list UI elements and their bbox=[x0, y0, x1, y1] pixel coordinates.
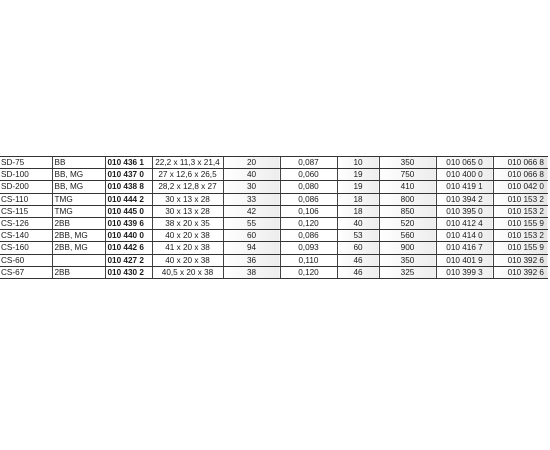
cell-v4: 750 bbox=[379, 169, 436, 181]
cell-ref1: 010 065 0 bbox=[436, 157, 493, 169]
table-row bbox=[0, 193, 548, 205]
cell-ref2: 010 153 2 bbox=[493, 205, 548, 217]
cell-v3: 53 bbox=[337, 230, 379, 242]
table-row bbox=[0, 181, 548, 193]
cell-ref1: 010 419 1 bbox=[436, 181, 493, 193]
cell-model: CS-160 bbox=[0, 242, 52, 254]
cell-v4: 350 bbox=[379, 157, 436, 169]
cell-code: 010 439 6 bbox=[105, 217, 152, 229]
cell-ref2: 010 066 8 bbox=[493, 157, 548, 169]
cell-ref2: 010 153 2 bbox=[493, 230, 548, 242]
cell-code: 010 444 2 bbox=[105, 193, 152, 205]
cell-code: 010 430 2 bbox=[105, 266, 152, 278]
spec-table bbox=[0, 156, 548, 279]
cell-type: BB, MG bbox=[52, 181, 105, 193]
cell-model: CS-60 bbox=[0, 254, 52, 266]
cell-v1: 36 bbox=[223, 254, 280, 266]
cell-ref1: 010 414 0 bbox=[436, 230, 493, 242]
cell-code: 010 442 6 bbox=[105, 242, 152, 254]
cell-v4: 325 bbox=[379, 266, 436, 278]
cell-v2: 0,086 bbox=[280, 230, 337, 242]
cell-ref2: 010 392 6 bbox=[493, 266, 548, 278]
cell-code: 010 438 8 bbox=[105, 181, 152, 193]
cell-v3: 60 bbox=[337, 242, 379, 254]
cell-v1: 94 bbox=[223, 242, 280, 254]
cell-type: TMG bbox=[52, 193, 105, 205]
cell-type: TMG bbox=[52, 205, 105, 217]
table-row bbox=[0, 157, 548, 169]
cell-ref2: 010 155 9 bbox=[493, 217, 548, 229]
cell-v2: 0,087 bbox=[280, 157, 337, 169]
cell-code: 010 440 0 bbox=[105, 230, 152, 242]
cell-type: 2BB bbox=[52, 266, 105, 278]
cell-dims: 30 x 13 x 28 bbox=[152, 193, 223, 205]
cell-type bbox=[52, 254, 105, 266]
cell-v1: 33 bbox=[223, 193, 280, 205]
cell-v4: 410 bbox=[379, 181, 436, 193]
cell-v2: 0,106 bbox=[280, 205, 337, 217]
cell-v1: 40 bbox=[223, 169, 280, 181]
cell-v1: 38 bbox=[223, 266, 280, 278]
cell-v3: 40 bbox=[337, 217, 379, 229]
table-row bbox=[0, 169, 548, 181]
cell-ref1: 010 394 2 bbox=[436, 193, 493, 205]
cell-ref2: 010 392 6 bbox=[493, 254, 548, 266]
cell-model: CS-126 bbox=[0, 217, 52, 229]
cell-v4: 560 bbox=[379, 230, 436, 242]
cell-v3: 19 bbox=[337, 181, 379, 193]
cell-type: 2BB bbox=[52, 217, 105, 229]
table-row bbox=[0, 205, 548, 217]
cell-ref1: 010 400 0 bbox=[436, 169, 493, 181]
cell-dims: 27 x 12,6 x 26,5 bbox=[152, 169, 223, 181]
cell-v2: 0,120 bbox=[280, 266, 337, 278]
cell-ref1: 010 412 4 bbox=[436, 217, 493, 229]
cell-dims: 40,5 x 20 x 38 bbox=[152, 266, 223, 278]
cell-v2: 0,060 bbox=[280, 169, 337, 181]
table-row bbox=[0, 217, 548, 229]
cell-ref1: 010 416 7 bbox=[436, 242, 493, 254]
cell-v2: 0,086 bbox=[280, 193, 337, 205]
cell-model: CS-67 bbox=[0, 266, 52, 278]
cell-v1: 60 bbox=[223, 230, 280, 242]
table-row bbox=[0, 230, 548, 242]
cell-code: 010 436 1 bbox=[105, 157, 152, 169]
cell-ref1: 010 395 0 bbox=[436, 205, 493, 217]
cell-v1: 20 bbox=[223, 157, 280, 169]
cell-v3: 46 bbox=[337, 254, 379, 266]
cell-v3: 19 bbox=[337, 169, 379, 181]
cell-code: 010 427 2 bbox=[105, 254, 152, 266]
cell-ref1: 010 399 3 bbox=[436, 266, 493, 278]
cell-type: 2BB, MG bbox=[52, 230, 105, 242]
cell-v1: 55 bbox=[223, 217, 280, 229]
cell-ref2: 010 155 9 bbox=[493, 242, 548, 254]
cell-ref2: 010 153 2 bbox=[493, 193, 548, 205]
cell-model: CS-115 bbox=[0, 205, 52, 217]
cell-v3: 18 bbox=[337, 205, 379, 217]
cell-model: SD-100 bbox=[0, 169, 52, 181]
cell-v2: 0,120 bbox=[280, 217, 337, 229]
cell-ref1: 010 401 9 bbox=[436, 254, 493, 266]
cell-dims: 41 x 20 x 38 bbox=[152, 242, 223, 254]
cell-v3: 18 bbox=[337, 193, 379, 205]
cell-type: BB, MG bbox=[52, 169, 105, 181]
cell-v1: 42 bbox=[223, 205, 280, 217]
table-row bbox=[0, 254, 548, 266]
cell-v3: 46 bbox=[337, 266, 379, 278]
table-row bbox=[0, 242, 548, 254]
cell-dims: 22,2 x 11,3 x 21,4 bbox=[152, 157, 223, 169]
cell-v1: 30 bbox=[223, 181, 280, 193]
cell-dims: 40 x 20 x 38 bbox=[152, 230, 223, 242]
cell-model: CS-140 bbox=[0, 230, 52, 242]
cell-dims: 38 x 20 x 35 bbox=[152, 217, 223, 229]
cell-dims: 28,2 x 12,8 x 27 bbox=[152, 181, 223, 193]
cell-type: 2BB, MG bbox=[52, 242, 105, 254]
cell-model: CS-110 bbox=[0, 193, 52, 205]
cell-v4: 850 bbox=[379, 205, 436, 217]
cell-ref2: 010 042 0 bbox=[493, 181, 548, 193]
cell-model: SD-75 bbox=[0, 157, 52, 169]
cell-v4: 350 bbox=[379, 254, 436, 266]
cell-code: 010 437 0 bbox=[105, 169, 152, 181]
cell-code: 010 445 0 bbox=[105, 205, 152, 217]
cell-v4: 520 bbox=[379, 217, 436, 229]
cell-v2: 0,093 bbox=[280, 242, 337, 254]
spec-table-body bbox=[0, 157, 548, 279]
table-row bbox=[0, 266, 548, 278]
cell-type: BB bbox=[52, 157, 105, 169]
cell-v2: 0,110 bbox=[280, 254, 337, 266]
cell-v2: 0,080 bbox=[280, 181, 337, 193]
cell-v3: 10 bbox=[337, 157, 379, 169]
cell-v4: 900 bbox=[379, 242, 436, 254]
cell-ref2: 010 066 8 bbox=[493, 169, 548, 181]
cell-v4: 800 bbox=[379, 193, 436, 205]
cell-model: SD-200 bbox=[0, 181, 52, 193]
cell-dims: 40 x 20 x 38 bbox=[152, 254, 223, 266]
cell-dims: 30 x 13 x 28 bbox=[152, 205, 223, 217]
